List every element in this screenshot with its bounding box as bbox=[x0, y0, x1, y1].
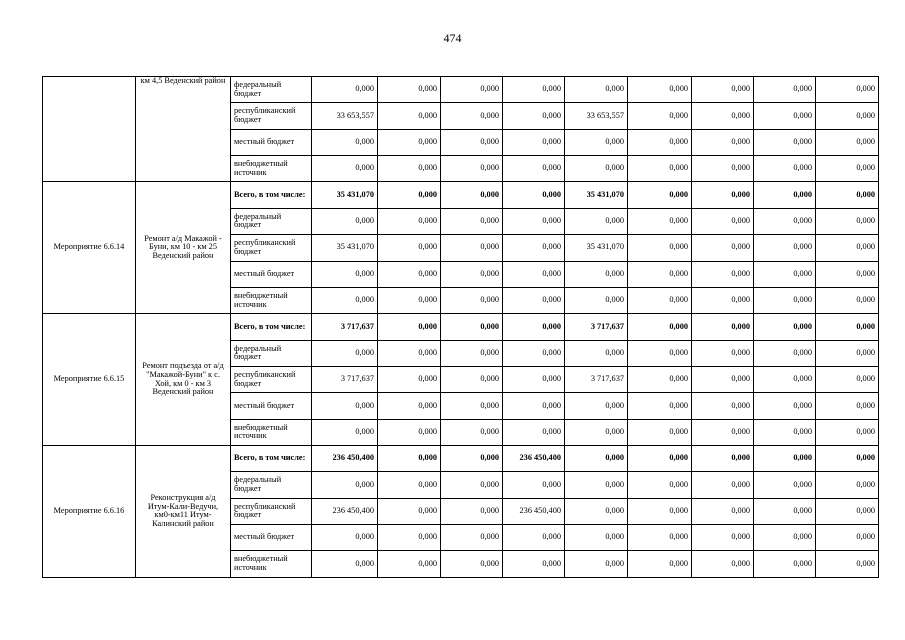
amount-cell: 0,000 bbox=[754, 314, 816, 340]
amount-cell: 0,000 bbox=[628, 182, 692, 208]
total-label-cell: Всего, в том числе: bbox=[231, 314, 312, 340]
amount-cell: 0,000 bbox=[503, 525, 565, 551]
table-row bbox=[43, 77, 879, 103]
amount-cell: 0,000 bbox=[754, 366, 816, 392]
amount-cell: 0,000 bbox=[754, 446, 816, 472]
amount-cell: 0,000 bbox=[312, 129, 378, 155]
amount-cell: 0,000 bbox=[503, 103, 565, 129]
amount-cell: 236 450,400 bbox=[312, 446, 378, 472]
funding-source-cell: местный бюджет bbox=[231, 129, 312, 155]
amount-cell: 0,000 bbox=[503, 208, 565, 234]
amount-cell: 0,000 bbox=[628, 419, 692, 445]
amount-cell: 0,000 bbox=[754, 498, 816, 524]
amount-cell: 0,000 bbox=[503, 393, 565, 419]
amount-cell: 0,000 bbox=[378, 472, 441, 498]
funding-source-cell: федеральный бюджет bbox=[231, 208, 312, 234]
object-name-cell: Реконструкция а/д Итум-Кали-Ведучи, км0-км11 Итум-Калинский район bbox=[136, 446, 231, 578]
amount-cell: 0,000 bbox=[754, 77, 816, 103]
amount-cell: 0,000 bbox=[441, 287, 503, 313]
amount-cell: 0,000 bbox=[754, 340, 816, 366]
amount-cell: 0,000 bbox=[565, 419, 628, 445]
amount-cell: 0,000 bbox=[628, 525, 692, 551]
amount-cell: 0,000 bbox=[565, 129, 628, 155]
amount-cell: 0,000 bbox=[816, 261, 879, 287]
amount-cell: 0,000 bbox=[441, 156, 503, 182]
amount-cell: 0,000 bbox=[378, 551, 441, 577]
amount-cell: 0,000 bbox=[312, 340, 378, 366]
amount-cell: 0,000 bbox=[692, 261, 754, 287]
amount-cell: 0,000 bbox=[565, 287, 628, 313]
amount-cell: 0,000 bbox=[816, 419, 879, 445]
table-row bbox=[43, 314, 879, 340]
amount-cell: 0,000 bbox=[628, 498, 692, 524]
amount-cell: 0,000 bbox=[503, 261, 565, 287]
amount-cell: 35 431,070 bbox=[565, 235, 628, 261]
amount-cell: 0,000 bbox=[628, 77, 692, 103]
amount-cell: 0,000 bbox=[565, 340, 628, 366]
amount-cell: 0,000 bbox=[692, 393, 754, 419]
amount-cell: 0,000 bbox=[441, 340, 503, 366]
amount-cell: 0,000 bbox=[816, 208, 879, 234]
amount-cell: 0,000 bbox=[378, 287, 441, 313]
funding-source-cell: федеральный бюджет bbox=[231, 77, 312, 103]
amount-cell: 0,000 bbox=[378, 446, 441, 472]
amount-cell: 0,000 bbox=[754, 261, 816, 287]
event-cell bbox=[43, 77, 136, 182]
budget-table bbox=[42, 76, 879, 578]
amount-cell: 0,000 bbox=[503, 551, 565, 577]
amount-cell: 0,000 bbox=[628, 208, 692, 234]
amount-cell: 0,000 bbox=[503, 314, 565, 340]
amount-cell: 0,000 bbox=[628, 261, 692, 287]
amount-cell: 0,000 bbox=[441, 182, 503, 208]
funding-source-cell: республиканский бюджет bbox=[231, 366, 312, 392]
object-name-cell: Ремонт подъезда от а/д "Макажой-Буни" к с. Хой, км 0 - км 3 Веденский район bbox=[136, 314, 231, 446]
amount-cell: 0,000 bbox=[378, 156, 441, 182]
amount-cell: 0,000 bbox=[816, 77, 879, 103]
amount-cell: 0,000 bbox=[628, 551, 692, 577]
amount-cell: 236 450,400 bbox=[503, 446, 565, 472]
amount-cell: 0,000 bbox=[816, 235, 879, 261]
funding-source-cell: республиканский бюджет bbox=[231, 498, 312, 524]
amount-cell: 0,000 bbox=[692, 287, 754, 313]
amount-cell: 0,000 bbox=[378, 208, 441, 234]
total-label-cell: Всего, в том числе: bbox=[231, 182, 312, 208]
amount-cell: 0,000 bbox=[503, 156, 565, 182]
amount-cell: 0,000 bbox=[441, 419, 503, 445]
amount-cell: 0,000 bbox=[754, 129, 816, 155]
amount-cell: 0,000 bbox=[378, 314, 441, 340]
amount-cell: 0,000 bbox=[441, 498, 503, 524]
amount-cell: 0,000 bbox=[565, 208, 628, 234]
amount-cell: 0,000 bbox=[628, 156, 692, 182]
amount-cell: 0,000 bbox=[692, 156, 754, 182]
amount-cell: 0,000 bbox=[503, 235, 565, 261]
amount-cell: 0,000 bbox=[754, 393, 816, 419]
amount-cell: 0,000 bbox=[628, 103, 692, 129]
funding-source-cell: внебюджетный источник bbox=[231, 551, 312, 577]
funding-source-cell: местный бюджет bbox=[231, 393, 312, 419]
amount-cell: 0,000 bbox=[754, 551, 816, 577]
amount-cell: 0,000 bbox=[628, 472, 692, 498]
amount-cell: 0,000 bbox=[378, 261, 441, 287]
amount-cell: 0,000 bbox=[378, 235, 441, 261]
amount-cell: 0,000 bbox=[565, 446, 628, 472]
amount-cell: 0,000 bbox=[378, 340, 441, 366]
amount-cell: 0,000 bbox=[816, 393, 879, 419]
event-cell: Мероприятие 6.6.15 bbox=[43, 314, 136, 446]
amount-cell: 0,000 bbox=[312, 393, 378, 419]
amount-cell: 33 653,557 bbox=[565, 103, 628, 129]
total-label-cell: Всего, в том числе: bbox=[231, 446, 312, 472]
amount-cell: 0,000 bbox=[628, 393, 692, 419]
amount-cell: 0,000 bbox=[565, 156, 628, 182]
table-row bbox=[43, 446, 879, 472]
amount-cell: 3 717,637 bbox=[565, 366, 628, 392]
funding-source-cell: местный бюджет bbox=[231, 525, 312, 551]
amount-cell: 0,000 bbox=[628, 366, 692, 392]
amount-cell: 0,000 bbox=[692, 182, 754, 208]
amount-cell: 0,000 bbox=[312, 525, 378, 551]
amount-cell: 0,000 bbox=[565, 498, 628, 524]
amount-cell: 0,000 bbox=[378, 419, 441, 445]
amount-cell: 0,000 bbox=[312, 287, 378, 313]
amount-cell: 0,000 bbox=[441, 235, 503, 261]
amount-cell: 3 717,637 bbox=[565, 314, 628, 340]
amount-cell: 0,000 bbox=[441, 551, 503, 577]
amount-cell: 0,000 bbox=[312, 156, 378, 182]
amount-cell: 0,000 bbox=[816, 287, 879, 313]
amount-cell: 0,000 bbox=[754, 419, 816, 445]
amount-cell: 0,000 bbox=[628, 340, 692, 366]
amount-cell: 0,000 bbox=[692, 235, 754, 261]
event-cell: Мероприятие 6.6.14 bbox=[43, 182, 136, 314]
amount-cell: 0,000 bbox=[441, 393, 503, 419]
event-cell: Мероприятие 6.6.16 bbox=[43, 446, 136, 578]
amount-cell: 0,000 bbox=[441, 314, 503, 340]
amount-cell: 0,000 bbox=[816, 446, 879, 472]
amount-cell: 0,000 bbox=[816, 103, 879, 129]
amount-cell: 0,000 bbox=[754, 156, 816, 182]
amount-cell: 0,000 bbox=[754, 182, 816, 208]
amount-cell: 0,000 bbox=[692, 419, 754, 445]
amount-cell: 3 717,637 bbox=[312, 314, 378, 340]
amount-cell: 0,000 bbox=[816, 182, 879, 208]
table-row bbox=[43, 182, 879, 208]
amount-cell: 0,000 bbox=[816, 551, 879, 577]
amount-cell: 0,000 bbox=[441, 261, 503, 287]
amount-cell: 0,000 bbox=[692, 103, 754, 129]
amount-cell: 0,000 bbox=[378, 103, 441, 129]
amount-cell: 0,000 bbox=[378, 366, 441, 392]
funding-source-cell: местный бюджет bbox=[231, 261, 312, 287]
amount-cell: 0,000 bbox=[754, 287, 816, 313]
amount-cell: 0,000 bbox=[441, 366, 503, 392]
funding-source-cell: внебюджетный источник bbox=[231, 419, 312, 445]
amount-cell: 33 653,557 bbox=[312, 103, 378, 129]
amount-cell: 0,000 bbox=[692, 472, 754, 498]
amount-cell: 0,000 bbox=[441, 472, 503, 498]
amount-cell: 0,000 bbox=[503, 419, 565, 445]
amount-cell: 0,000 bbox=[816, 366, 879, 392]
amount-cell: 236 450,400 bbox=[312, 498, 378, 524]
amount-cell: 0,000 bbox=[503, 77, 565, 103]
amount-cell: 35 431,070 bbox=[312, 182, 378, 208]
amount-cell: 0,000 bbox=[503, 129, 565, 155]
amount-cell: 0,000 bbox=[503, 366, 565, 392]
amount-cell: 0,000 bbox=[503, 472, 565, 498]
amount-cell: 0,000 bbox=[441, 208, 503, 234]
funding-source-cell: республиканский бюджет bbox=[231, 235, 312, 261]
amount-cell: 0,000 bbox=[565, 261, 628, 287]
page-number: 474 bbox=[443, 31, 462, 45]
amount-cell: 0,000 bbox=[692, 525, 754, 551]
amount-cell: 0,000 bbox=[692, 208, 754, 234]
amount-cell: 0,000 bbox=[754, 235, 816, 261]
amount-cell: 0,000 bbox=[312, 472, 378, 498]
amount-cell: 0,000 bbox=[312, 208, 378, 234]
amount-cell: 0,000 bbox=[378, 525, 441, 551]
amount-cell: 0,000 bbox=[816, 472, 879, 498]
amount-cell: 0,000 bbox=[692, 366, 754, 392]
amount-cell: 0,000 bbox=[754, 103, 816, 129]
funding-source-cell: внебюджетный источник bbox=[231, 287, 312, 313]
amount-cell: 0,000 bbox=[503, 340, 565, 366]
amount-cell: 236 450,400 bbox=[503, 498, 565, 524]
amount-cell: 0,000 bbox=[816, 314, 879, 340]
amount-cell: 3 717,637 bbox=[312, 366, 378, 392]
amount-cell: 0,000 bbox=[754, 472, 816, 498]
amount-cell: 35 431,070 bbox=[565, 182, 628, 208]
amount-cell: 0,000 bbox=[378, 393, 441, 419]
amount-cell: 35 431,070 bbox=[312, 235, 378, 261]
amount-cell: 0,000 bbox=[754, 525, 816, 551]
amount-cell: 0,000 bbox=[378, 129, 441, 155]
amount-cell: 0,000 bbox=[692, 340, 754, 366]
amount-cell: 0,000 bbox=[816, 129, 879, 155]
funding-source-cell: федеральный бюджет bbox=[231, 340, 312, 366]
amount-cell: 0,000 bbox=[565, 525, 628, 551]
amount-cell: 0,000 bbox=[378, 182, 441, 208]
amount-cell: 0,000 bbox=[441, 525, 503, 551]
funding-source-cell: федеральный бюджет bbox=[231, 472, 312, 498]
amount-cell: 0,000 bbox=[816, 498, 879, 524]
amount-cell: 0,000 bbox=[754, 208, 816, 234]
amount-cell: 0,000 bbox=[692, 446, 754, 472]
amount-cell: 0,000 bbox=[441, 77, 503, 103]
amount-cell: 0,000 bbox=[565, 551, 628, 577]
amount-cell: 0,000 bbox=[441, 129, 503, 155]
amount-cell: 0,000 bbox=[692, 129, 754, 155]
funding-source-cell: республиканский бюджет bbox=[231, 103, 312, 129]
funding-source-cell: внебюджетный источник bbox=[231, 156, 312, 182]
amount-cell: 0,000 bbox=[565, 472, 628, 498]
budget-body bbox=[43, 77, 879, 578]
amount-cell: 0,000 bbox=[503, 287, 565, 313]
amount-cell: 0,000 bbox=[692, 551, 754, 577]
amount-cell: 0,000 bbox=[816, 340, 879, 366]
amount-cell: 0,000 bbox=[312, 261, 378, 287]
amount-cell: 0,000 bbox=[628, 129, 692, 155]
object-name-cell: км 4,5 Веденский район bbox=[136, 77, 231, 182]
amount-cell: 0,000 bbox=[378, 498, 441, 524]
object-name-cell: Ремонт а/д Макажой - Буни, км 10 - км 25 Веденский район bbox=[136, 182, 231, 314]
amount-cell: 0,000 bbox=[628, 446, 692, 472]
amount-cell: 0,000 bbox=[312, 419, 378, 445]
amount-cell: 0,000 bbox=[565, 393, 628, 419]
amount-cell: 0,000 bbox=[312, 551, 378, 577]
amount-cell: 0,000 bbox=[503, 182, 565, 208]
amount-cell: 0,000 bbox=[692, 498, 754, 524]
amount-cell: 0,000 bbox=[628, 314, 692, 340]
amount-cell: 0,000 bbox=[565, 77, 628, 103]
amount-cell: 0,000 bbox=[628, 235, 692, 261]
amount-cell: 0,000 bbox=[628, 287, 692, 313]
amount-cell: 0,000 bbox=[692, 314, 754, 340]
amount-cell: 0,000 bbox=[816, 156, 879, 182]
amount-cell: 0,000 bbox=[441, 103, 503, 129]
amount-cell: 0,000 bbox=[378, 77, 441, 103]
amount-cell: 0,000 bbox=[312, 77, 378, 103]
amount-cell: 0,000 bbox=[441, 446, 503, 472]
amount-cell: 0,000 bbox=[692, 77, 754, 103]
amount-cell: 0,000 bbox=[816, 525, 879, 551]
